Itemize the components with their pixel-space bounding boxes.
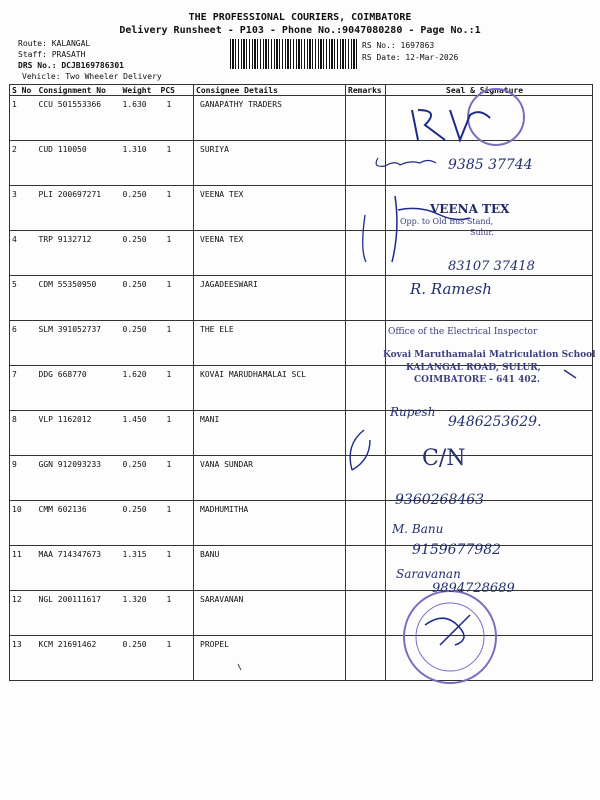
stray-mark [238,664,241,670]
row-pcs: 1 [159,501,194,546]
row-weight: 1.310 [121,141,159,186]
stamp-row7 [564,370,576,378]
row-weight: 1.630 [121,96,159,141]
handwriting-row10-phone: 9360268463 [395,492,485,508]
row-sno: 8 [10,411,37,456]
stamp-electrical-inspector: Office of the Electrical Inspector [388,327,538,337]
handwriting-row8-phone: 9486253629. [448,414,542,430]
row-consignee: MADHUMITHA [194,501,346,546]
handwriting-row5-phone: 83107 37418 [448,259,535,274]
handwriting-row11-phone: 9159677982 [412,542,502,558]
row-weight: 0.250 [121,186,159,231]
row-sno: 1 [10,96,37,141]
row-consignee: SARAVANAN [194,591,346,636]
row-pcs: 1 [159,321,194,366]
row-consignment-no: MAA 714347673 [37,546,121,591]
row-sno: 11 [10,546,37,591]
stamp-school-addr2: COIMBATORE - 641 402. [414,375,540,385]
remark-mark-row9 [350,430,370,470]
row-consignment-no: SLM 391052737 [37,321,121,366]
handwriting-row2-phone: 9385 37744 [448,157,533,173]
row-consignment-no: CUD 110050 [37,141,121,186]
row-weight: 0.250 [121,276,159,321]
row-pcs: 1 [159,366,194,411]
row-sno: 5 [10,276,37,321]
row-consignee: MANI [194,411,346,456]
row-consignee: JAGADEESWARI [194,276,346,321]
rs-date: RS Date: 12-Mar-2026 [362,53,459,62]
row-pcs: 1 [159,276,194,321]
row-consignment-no: PLI 200697271 [37,186,121,231]
col-consignment: Consignment No [37,85,121,96]
row-consignment-no: DDG 668770 [37,366,121,411]
col-remarks: Remarks [346,85,386,96]
col-pcs: PCS [159,85,194,96]
row-consignment-no: CDM 55350950 [37,276,121,321]
row-consignment-no: CCU 501553366 [37,96,121,141]
rs-number: RS No.: 1697863 [362,41,435,50]
row-weight: 1.620 [121,366,159,411]
row-weight: 0.250 [121,231,159,276]
staff-label: Staff: PRASATH [18,50,86,59]
row-sno: 3 [10,186,37,231]
row-consignee: VEENA TEX [194,231,346,276]
col-sno: S No [10,85,37,96]
stamp-veena-name: VEENA TEX [430,202,510,216]
row-sno: 7 [10,366,37,411]
row-weight: 0.250 [121,321,159,366]
stamp-school-addr1: KALANGAL ROAD, SULUR, [406,363,541,373]
signature-row2 [376,158,436,166]
row-weight: 1.315 [121,546,159,591]
handwriting-row5-name: R. Ramesh [410,280,492,298]
row-weight: 1.450 [121,411,159,456]
row-consignee: SURIYA [194,141,346,186]
handwriting-row12-phone: 9894728689 [432,581,515,596]
company-title: THE PROFESSIONAL COURIERS, COIMBATORE [188,12,412,23]
row-consignee: BANU [194,546,346,591]
row-sno: 12 [10,591,37,636]
remark-mark-row4-5 [363,215,366,262]
stamp-veena-addr1: Opp. to Old Bus Stand, [400,217,494,226]
row-consignment-no: CMM 602136 [37,501,121,546]
handwriting-row11-name: M. Banu [392,522,444,536]
route-label: Route: KALANGAL [18,39,91,48]
row-weight: 0.250 [121,636,159,681]
round-seal-row13 [404,591,496,683]
row-pcs: 1 [159,456,194,501]
row-pcs: 1 [159,186,194,231]
row-pcs: 1 [159,411,194,456]
handwriting-row9-cn: C/N [422,446,466,471]
handwriting-row8-name: Rupesh [390,405,436,419]
row-pcs: 1 [159,636,194,681]
col-weight: Weight [121,85,159,96]
row-pcs: 1 [159,591,194,636]
row-consignee: VANA SUNDAR [194,456,346,501]
row-consignee: PROPEL [194,636,346,681]
row-pcs: 1 [159,546,194,591]
stamp-veena-addr2: Sulur. [470,228,494,237]
row-sno: 4 [10,231,37,276]
vehicle-label: Vehicle: Two Wheeler Delivery [22,72,162,81]
row-consignment-no: GGN 912093233 [37,456,121,501]
row-pcs: 1 [159,231,194,276]
row-weight: 0.250 [121,456,159,501]
row-consignee: THE ELE [194,321,346,366]
row-sno: 13 [10,636,37,681]
row-sno: 2 [10,141,37,186]
row-consignee: KOVAI MARUDHAMALAI SCL [194,366,346,411]
handwriting-row12-name: Saravanan [396,567,461,581]
col-signature: Seal & Signature [386,85,593,96]
stamp-school-name: Kovai Maruthamalai Matriculation School [383,350,596,360]
row-consignment-no: TRP 9132712 [37,231,121,276]
row-sno: 6 [10,321,37,366]
row-weight: 1.320 [121,591,159,636]
row-weight: 0.250 [121,501,159,546]
drs-number: DRS No.: DCJB169786301 [18,61,124,70]
row-sno: 9 [10,456,37,501]
row-pcs: 1 [159,141,194,186]
row-consignment-no: NGL 200111617 [37,591,121,636]
col-consignee: Consignee Details [194,85,346,96]
row-sno: 10 [10,501,37,546]
signature-row1 [412,89,524,145]
row-consignment-no: VLP 1162012 [37,411,121,456]
row-consignee: VEENA TEX [194,186,346,231]
runsheet-subtitle: Delivery Runsheet - P103 - Phone No.:9047080280 - Page No.:1 [119,25,481,36]
row-consignment-no: KCM 21691462 [37,636,121,681]
row-pcs: 1 [159,96,194,141]
row-consignee: GANAPATHY TRADERS [194,96,346,141]
